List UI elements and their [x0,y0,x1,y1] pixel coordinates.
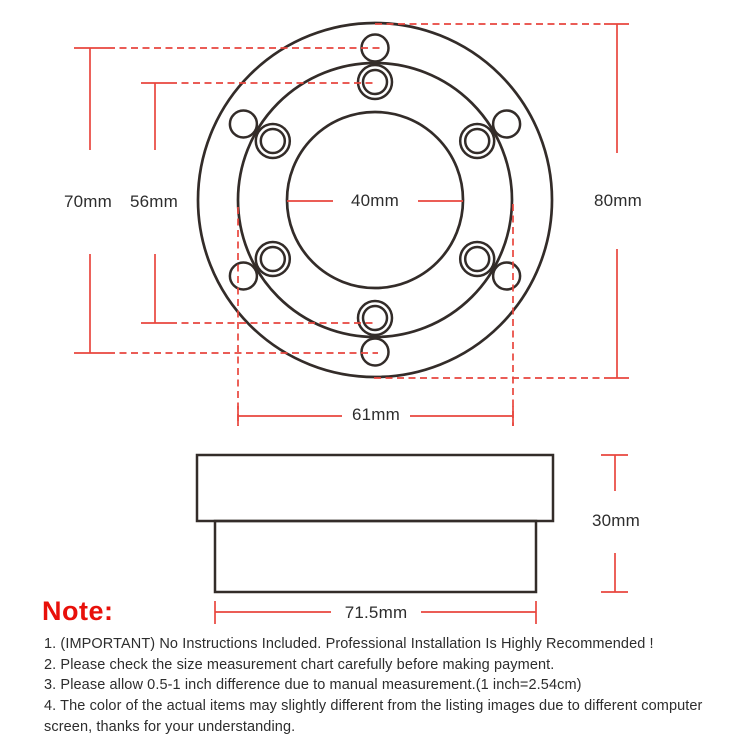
dim-label-56mm: 56mm [129,192,179,211]
dim-70mm [74,48,383,353]
dim-61mm [238,204,513,426]
counterbore-inner [465,247,489,271]
note-line-5: screen, thanks for your understanding. [44,718,296,735]
dim-label-40mm: 40mm [350,191,400,210]
bolt-hole [362,339,389,366]
dim-label-70mm: 70mm [63,192,113,211]
side-view [197,455,553,592]
dim-label-30mm: 30mm [591,511,641,530]
counterbore-inner [363,306,387,330]
bolt-hole [493,111,520,138]
bolt-hole [230,111,257,138]
note-list [44,634,744,737]
note-line-2: 2. Please check the size measurement chart carefully before making payment. [44,656,555,673]
bolt-hole [230,263,257,290]
counterbore-inner [261,247,285,271]
counterbore-inner [465,129,489,153]
note-line-4: 4. The color of the actual items may slightly different from the listing images due to different computer [44,698,703,715]
dim-label-71-5mm: 71.5mm [344,603,408,622]
dim-label-80mm: 80mm [593,191,643,210]
side-view-top-plate [197,455,553,521]
counterbore-inner [363,70,387,94]
note-title: Note: [42,596,114,626]
note-line-1: 1. (IMPORTANT) No Instructions Included. Professional Installation Is Highly Recommended ! [44,636,654,652]
dim-label-61mm: 61mm [351,405,401,424]
side-view-base [215,521,536,592]
bolt-hole [493,263,520,290]
note-line-3: 3. Please allow 0.5-1 inch difference due to manual measurement.(1 inch=2.54cm) [44,677,582,694]
counterbore-inner [261,129,285,153]
